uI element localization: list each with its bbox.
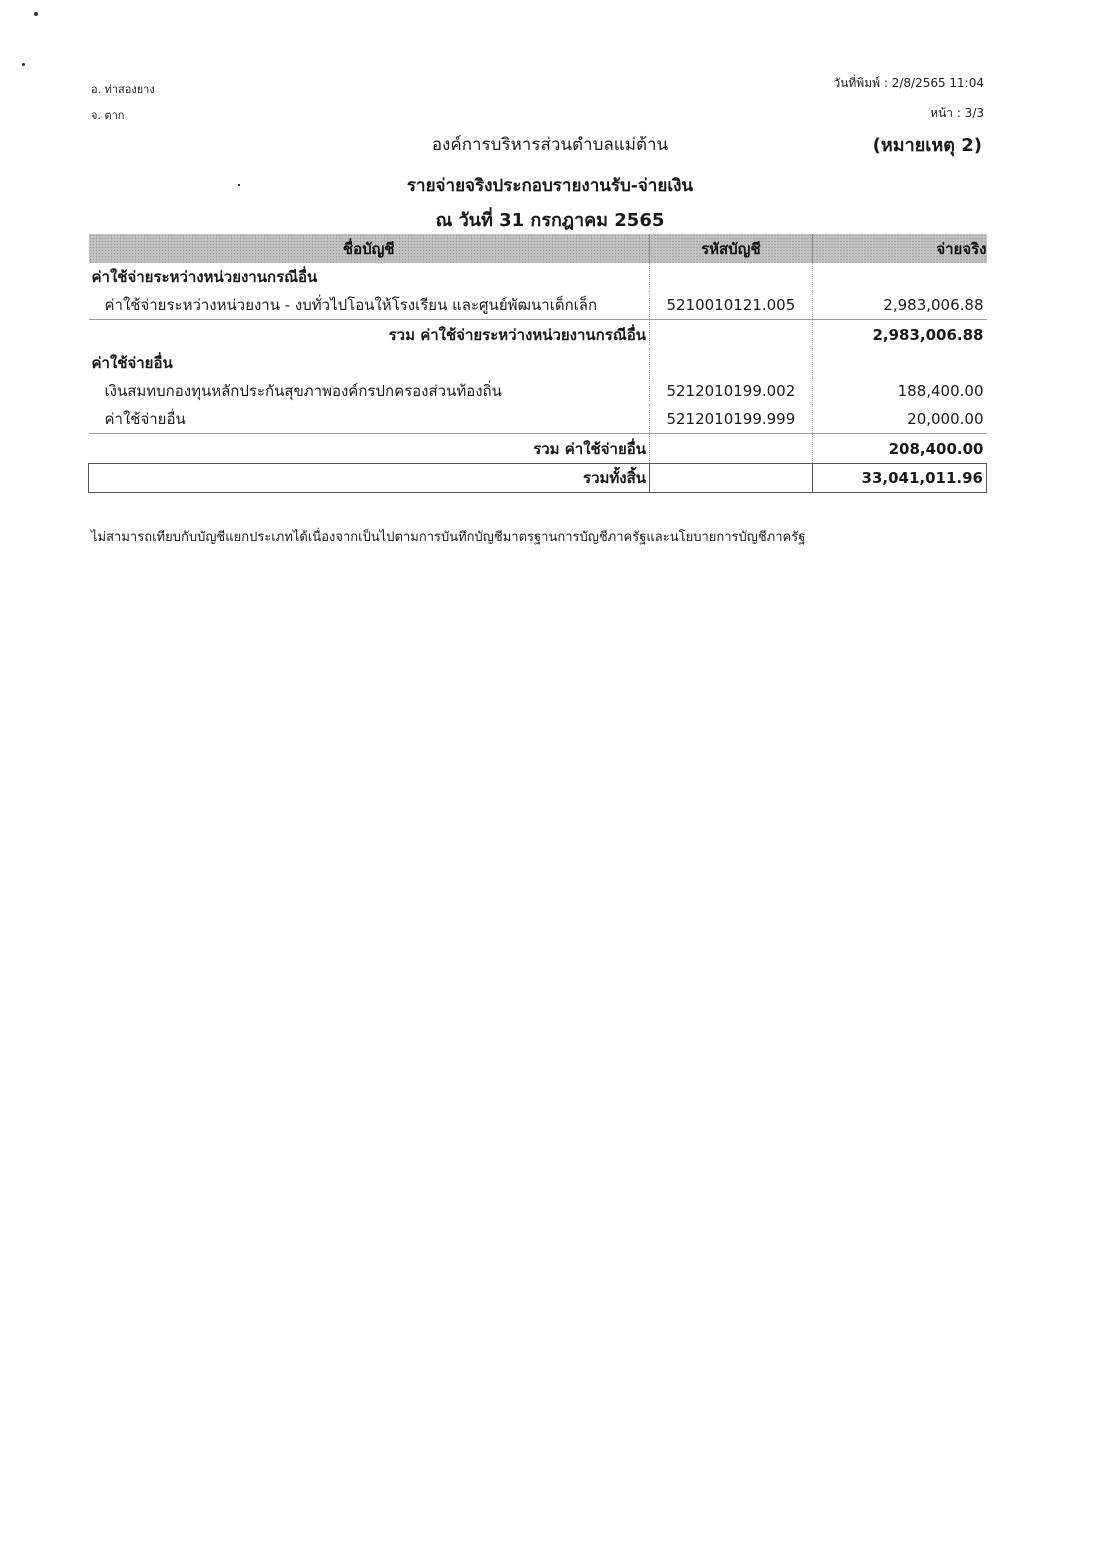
- group-row: [89, 349, 987, 377]
- account-amount: 2,983,006.88: [883, 296, 984, 314]
- organization-title: องค์การบริหารส่วนตำบลแม่ต้าน: [431, 135, 669, 155]
- account-amount: 188,400.00: [897, 382, 984, 400]
- subtotal-label: รวม ค่าใช้จ่ายระหว่างหน่วยงานกรณีอื่น: [89, 320, 650, 350]
- group-label: ค่าใช้จ่ายระหว่างหน่วยงานกรณีอื่น: [89, 263, 650, 291]
- province-label: จ. ตาก: [91, 109, 125, 122]
- account-name: เงินสมทบกองทุนหลักประกันสุขภาพองค์กรปกครองส่วนท้องถิ่น: [89, 377, 650, 405]
- table-header-row: [89, 234, 987, 263]
- report-date: ณ วันที่ 31 กรกฎาคม 2565: [435, 210, 665, 231]
- grand-total-label: รวมทั้งสิ้น: [89, 464, 650, 493]
- header-account-code: รหัสบัญชี: [650, 234, 813, 263]
- group-row: [89, 263, 987, 291]
- scan-speck: [238, 184, 240, 186]
- table-row: [89, 377, 987, 405]
- report-subtitle: รายจ่ายจริงประกอบรายงานรับ-จ่ายเงิน: [406, 176, 694, 196]
- account-code: 5210010121.005: [650, 291, 813, 320]
- district-label: อ. ท่าสองยาง: [91, 83, 155, 96]
- footnote: ไม่สามารถเทียบกับบัญชีแยกประเภทได้เนื่องจากเป็นไปตามการบันทึกบัญชีมาตรฐานการบัญชีภาครัฐและนโยบายการบัญชีภาครัฐ: [91, 530, 806, 545]
- scan-speck: [22, 63, 25, 66]
- account-amount: 20,000.00: [907, 410, 984, 428]
- header-account-name: ชื่อบัญชี: [89, 234, 650, 263]
- subtotal-amount: 208,400.00: [812, 434, 986, 464]
- print-date: วันที่พิมพ์ : 2/8/2565 11:04: [833, 76, 984, 90]
- account-code: 5212010199.002: [650, 377, 813, 405]
- expense-table: [88, 234, 987, 493]
- subtotal-row: [89, 434, 987, 464]
- grand-total-amount: 33,041,011.96: [812, 464, 986, 493]
- note-reference: (หมายเหตุ 2): [872, 135, 982, 156]
- header-actual-paid: จ่ายจริง: [812, 234, 986, 263]
- account-name: ค่าใช้จ่ายระหว่างหน่วยงาน - งบทั่วไปโอนให้โรงเรียน และศูนย์พัฒนาเด็กเล็ก: [89, 291, 650, 320]
- subtotal-amount: 2,983,006.88: [812, 320, 986, 350]
- scan-speck: [34, 12, 38, 16]
- table-row: [89, 405, 987, 434]
- account-code: 5212010199.999: [650, 405, 813, 434]
- grand-total-row: [89, 464, 987, 493]
- page-number: หน้า : 3/3: [930, 106, 984, 120]
- subtotal-label: รวม ค่าใช้จ่ายอื่น: [89, 434, 650, 464]
- group-label: ค่าใช้จ่ายอื่น: [89, 349, 650, 377]
- account-name: ค่าใช้จ่ายอื่น: [89, 405, 650, 434]
- subtotal-row: [89, 320, 987, 350]
- table-row: [89, 291, 987, 320]
